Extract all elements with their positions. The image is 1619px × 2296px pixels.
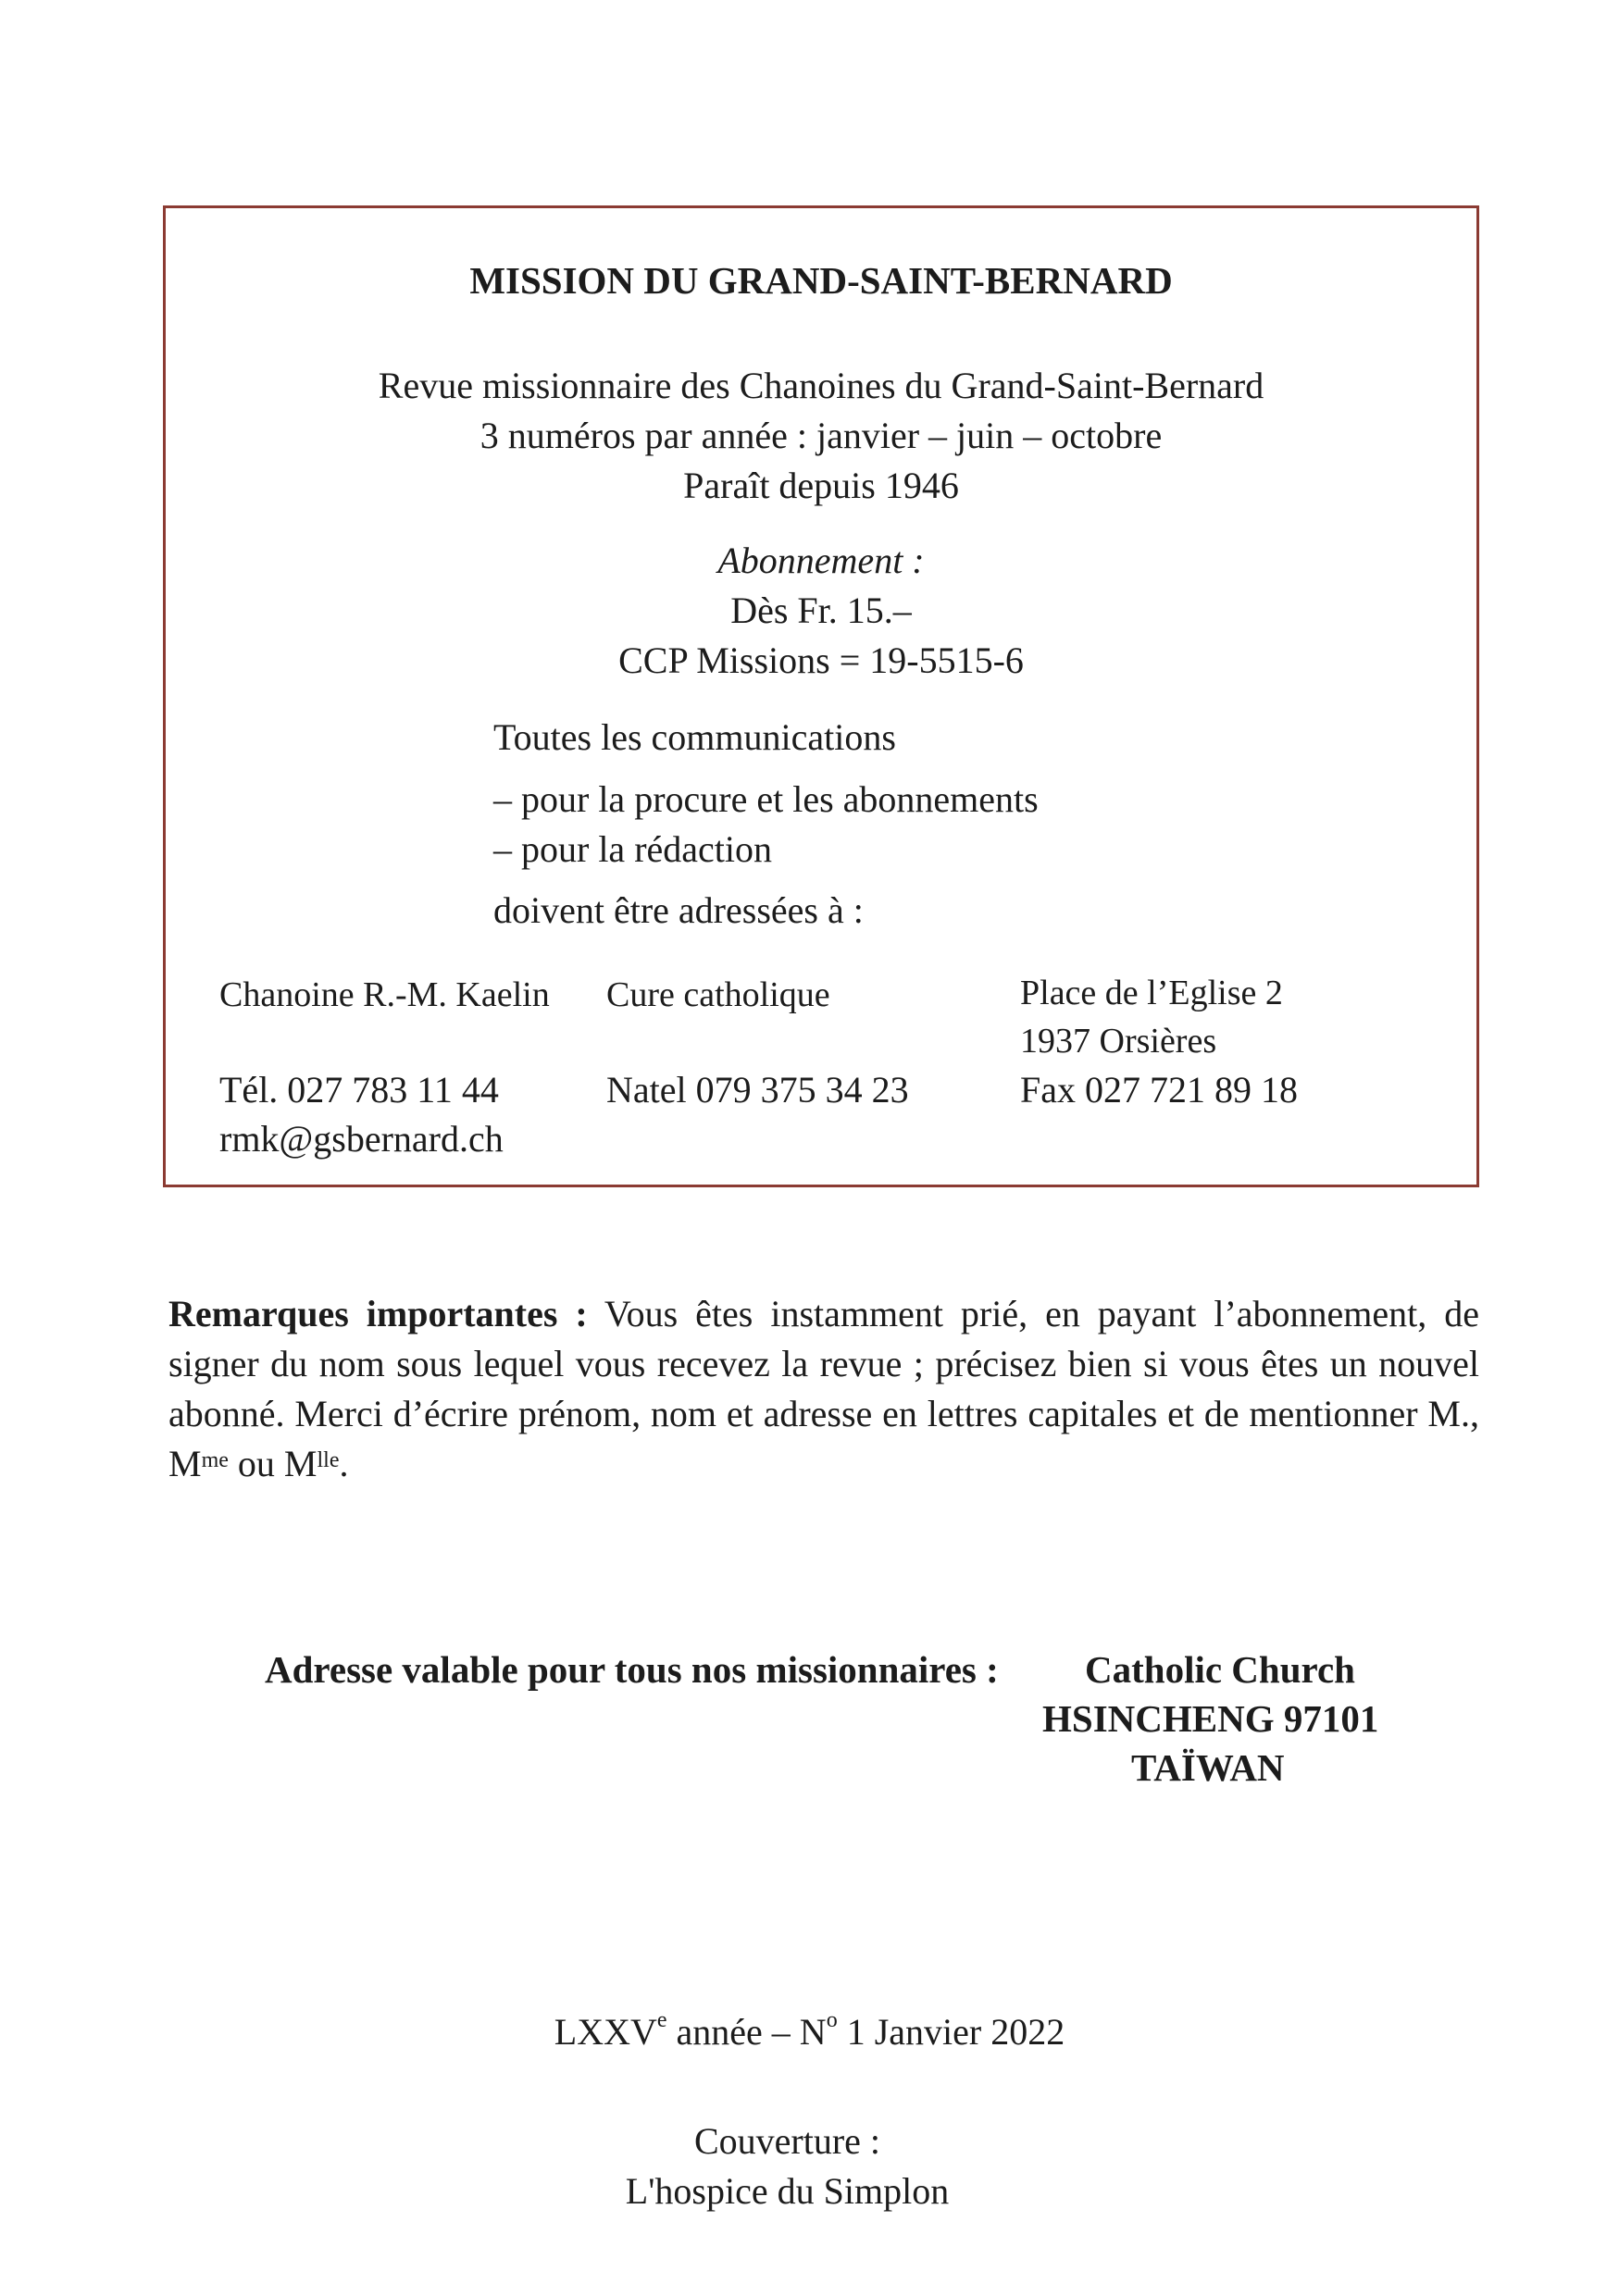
contact-tel: Tél. 027 783 11 44 [219, 1069, 499, 1111]
communications-outro: doivent être adressées à : [493, 889, 864, 931]
communications-item-1: – pour la procure et les abonnements [493, 778, 1039, 820]
remarks-text-end: . [339, 1443, 349, 1484]
address-line-3: TAÏWAN [1131, 1746, 1285, 1789]
contact-parish: Cure catholique [606, 975, 830, 1014]
info-box [163, 205, 1479, 1187]
remarks-label: Remarques importantes : [168, 1293, 588, 1334]
contact-street: Place de l’Eglise 2 [1020, 974, 1283, 1012]
remarks-text-ou: ou M [228, 1443, 318, 1484]
remarks-text: Vous êtes instamment prié, en payant l’abonnement, de signer du nom sous lequel vous recevez la revue ; précisez bien si vous êtes un nouvel abonné. Merci d’écrire prénom, nom et adresse en lettres capitales et de mentionner M., M [168, 1293, 1480, 1484]
year-rest: année – N [666, 2011, 827, 2053]
issue-line [0, 2010, 1619, 2054]
year-roman: LXXV [554, 2011, 657, 2053]
address-line-2: HSINCHENG 97101 [1042, 1697, 1379, 1740]
subtitle-line-1: Revue missionnaire des Chanoines du Grand-Saint-Bernard [378, 365, 1264, 406]
address-label: Adresse valable pour tous nos missionnaires : [265, 1648, 999, 1691]
mme-superscript: me [201, 1448, 229, 1472]
ccp-number: CCP Missions = 19-5515-6 [618, 639, 1024, 681]
contact-natel: Natel 079 375 34 23 [606, 1069, 909, 1111]
communications-item-2: – pour la rédaction [493, 828, 772, 870]
contact-name: Chanoine R.-M. Kaelin [219, 975, 550, 1014]
subscription-price: Dès Fr. 15.– [730, 590, 912, 631]
cover-text: L'hospice du Simplon [625, 2170, 950, 2212]
mlle-superscript: lle [317, 1448, 340, 1472]
remarks-paragraph [168, 1289, 1479, 1489]
contact-fax: Fax 027 721 89 18 [1020, 1069, 1298, 1111]
contact-email: rmk@gsbernard.ch [219, 1118, 504, 1160]
number-superscript: o [826, 2008, 838, 2032]
year-superscript: e [656, 2008, 667, 2032]
box-title: MISSION DU GRAND-SAINT-BERNARD [469, 259, 1173, 302]
communications-intro: Toutes les communications [493, 716, 896, 758]
subtitle-line-2: 3 numéros par année : janvier – juin – octobre [479, 415, 1163, 456]
cover-label: Couverture : [693, 2120, 881, 2162]
issue-date: 1 Janvier 2022 [837, 2011, 1065, 2053]
subscription-label: Abonnement : [717, 540, 925, 581]
contact-city: 1937 Orsières [1020, 1022, 1217, 1061]
address-line-1: Catholic Church [1085, 1648, 1355, 1691]
subtitle-line-3: Paraît depuis 1946 [683, 465, 959, 506]
